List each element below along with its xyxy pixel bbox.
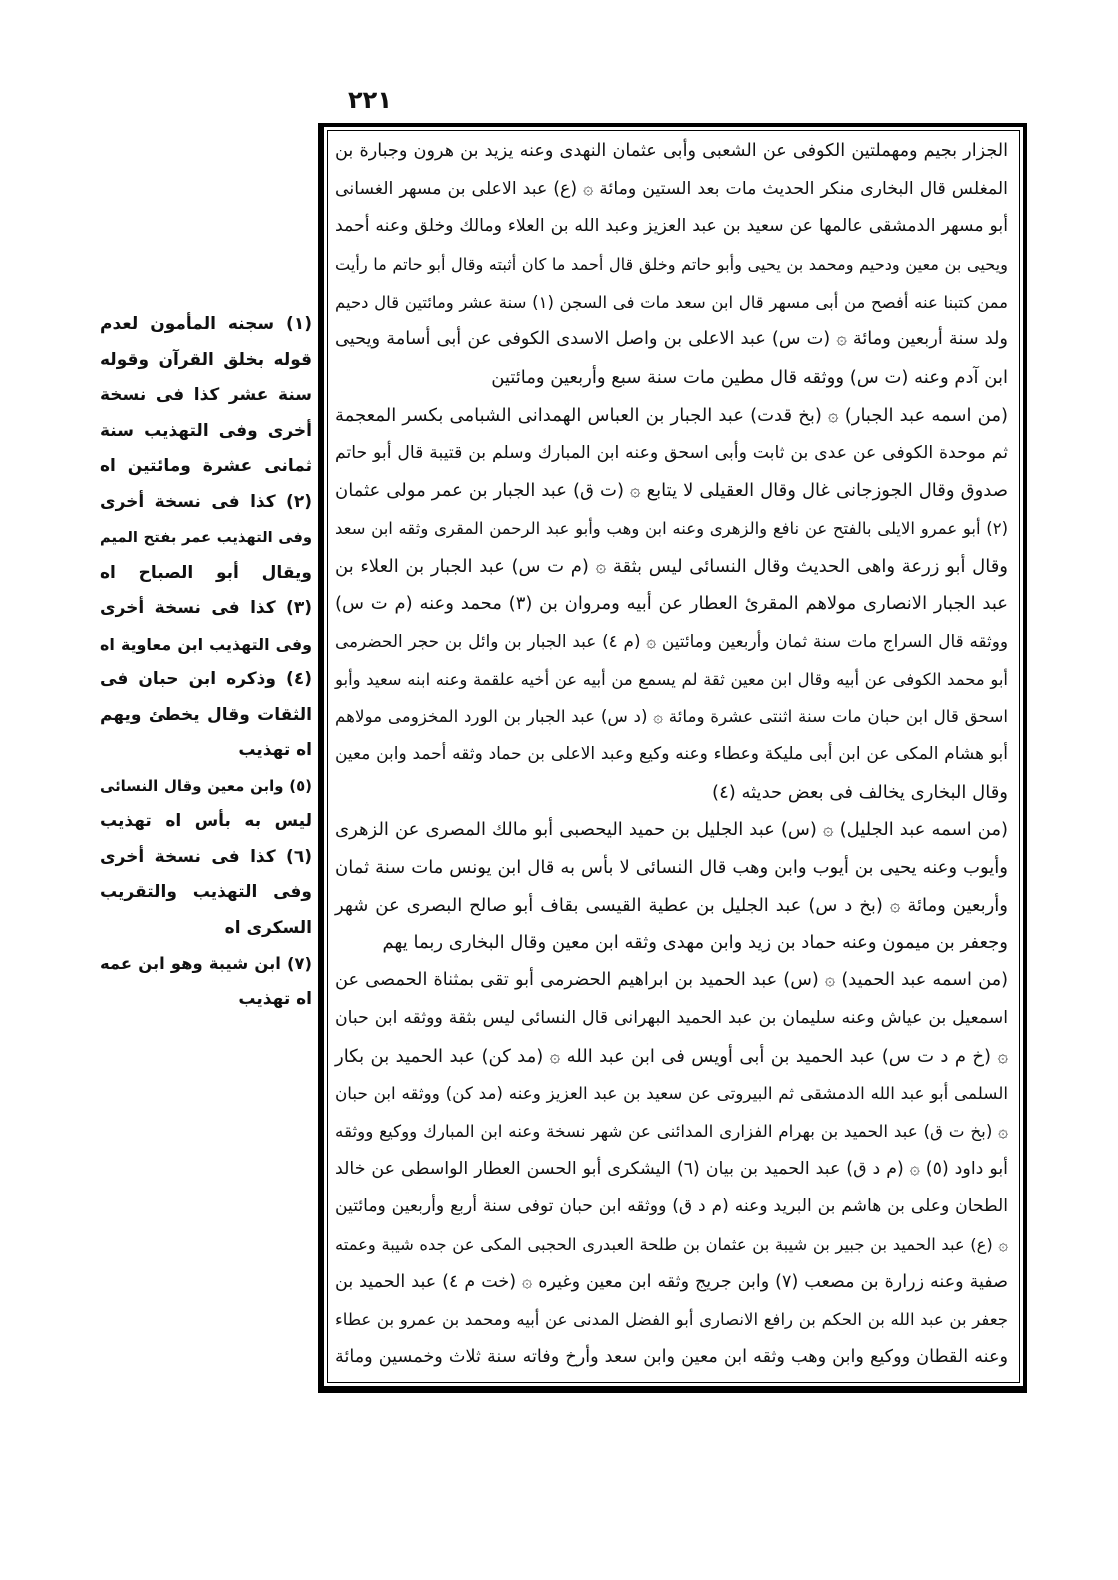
text-line: (٢) أبو عمرو الايلى بالفتح عن نافع والزهرى وعنه ابن وهب وأبو عبد الرحمن المقرى وثقه ابن سعد: [335, 518, 1008, 538]
footnote-line: ويقال أبو الصباح اه: [100, 562, 312, 583]
footnote-line: (٦) كذا فى نسخة أخرى: [100, 846, 312, 867]
footnote-line: ليس به بأس اه تهذيب: [100, 811, 312, 831]
footnote-line: (٥) وابن معين وقال النسائى: [100, 776, 312, 795]
text-line: المغلس قال البخارى منكر الحديث مات بعد الستين ومائة ۞ (ع) عبد الاعلى بن مسهر الغسانى: [335, 178, 1008, 199]
text-line: وقال أبو زرعة واهى الحديث وقال النسائى ليس بثقة ۞ (م ت س) عبد الجبار بن العلاء بن: [335, 555, 1008, 577]
text-line: عبد الجبار الانصارى مولاهم المقرئ العطار عن أبيه ومروان بن (٣) محمد وعنه (م ت س): [335, 593, 1008, 615]
footnote-line: السكرى اه: [224, 917, 312, 938]
text-line: وأيوب وعنه يحيى بن أيوب وابن وهب قال النسائى لا بأس به قال ابن يونس مات سنة ثمان: [335, 857, 1008, 879]
footnote-line: (٤) وذكره ابن حبان فى: [100, 669, 312, 689]
text-line: اسحق قال ابن حبان مات سنة اثنتى عشرة ومائة ۞ (د س) عبد الجبار بن الورد المخزومى مولاهم: [335, 706, 1008, 727]
text-line: ۞ (بخ ت ق) عبد الحميد بن بهرام الفزارى المدائنى عن شهر نسخة وعنه ابن المبارك ووكيع ووثقه: [335, 1120, 1008, 1141]
footnote-line: وفى التهذيب والتقريب: [100, 882, 312, 902]
footnote-line: اه تهذيب: [238, 988, 312, 1009]
footnotes-column: [100, 307, 312, 1017]
footnote-line: الثقات وقال يخطئ ويهم: [100, 704, 312, 725]
text-line: وجعفر بن ميمون وعنه حماد بن زيد وابن مهدى وثقه ابن معين وقال البخارى ربما يهم: [382, 932, 1008, 954]
footnote-line: (٣) كذا فى نسخة أخرى: [100, 598, 312, 618]
text-line: صفية وعنه زرارة بن مصعب (٧) وابن جريج وثقه ابن معين وغيره ۞ (خت م ٤) عبد الحميد بن: [334, 1271, 1008, 1292]
footnote-line: ثمانى عشرة ومائتين اه: [100, 456, 312, 476]
text-line: ووثقه قال السراج مات سنة ثمان وأربعين ومائتين ۞ (م ٤) عبد الجبار بن وائل بن حجر الحضرمى: [335, 630, 1008, 651]
text-line: (من اسمه عبد الحميد) ۞ (س) عبد الحميد بن ابراهيم الحضرمى أبو تقى بمثناة الحمصى عن: [335, 970, 1008, 991]
footnote-line: أخرى وفى التهذيب سنة: [100, 420, 312, 441]
footnote-line: (١) سجنه المأمون لعدم: [100, 314, 312, 334]
text-line: الجزار بجيم ومهملتين الكوفى عن الشعبى وأبى عثمان النهدى وعنه يزيد بن هرون وجبارة بن: [335, 141, 1008, 161]
text-line: جعفر بن عبد الله بن الحكم بن رافع الانصارى أبو الفضل المدنى عن أبيه ومحمد بن عمرو بن عطاء: [335, 1310, 1008, 1330]
text-line: اسمعيل بن عياش وعنه سليمان بن عبد الحميد البهرانى قال النسائى ليس بثقة ووثقه ابن حبان: [335, 1007, 1008, 1028]
text-line: ممن كتبنا عنه أفصح من أبى مسهر قال ابن سعد مات فى السجن (١) سنة عشر ومائتين قال دحيم: [334, 292, 1008, 312]
text-line: وقال البخارى يخالف فى بعض حديثه (٤): [712, 781, 1008, 803]
text-line: أبو محمد الكوفى عن أبيه وقال ابن معين ثقة لم يسمع من أبيه عن أخيه علقمة وعنه ابنه سعيد وأبو: [335, 669, 1008, 689]
text-line: ابن آدم وعنه (ت س) ووثقه قال مطين مات سنة سبع وأربعين ومائتين: [491, 367, 1008, 389]
page-number: ٢٢١: [348, 86, 392, 114]
text-line: ولد سنة أربعين ومائة ۞ (ت س) عبد الاعلى بن واصل الاسدى الكوفى عن أبى أسامة ويحيى: [335, 329, 1008, 350]
footnote-line: (٢) كذا فى نسخة أخرى: [100, 491, 312, 512]
text-line: وعنه القطان ووكيع وابن وهب وثقه ابن معين وابن سعد وأرخ وفاته سنة ثلاث وخمسين ومائة: [335, 1347, 1008, 1367]
footnote-line: وفى التهذيب عمر بفتح الميم: [100, 529, 312, 546]
text-line: ۞ (ع) عبد الحميد بن جبير بن شيبة بن عثمان بن طلحة العبدرى الحجبى المكى عن جده شيبة وعمته: [335, 1234, 1008, 1254]
text-line: (من اسمه عبد الجبار) ۞ (بخ قدت) عبد الجبار بن العباس الهمدانى الشبامى بكسر المعجمة: [335, 404, 1008, 426]
text-line: أبو مسهر الدمشقى عالمها عن سعيد بن عبد العزيز وعبد الله بن العلاء ومالك وخلق وعنه أحمد: [335, 216, 1008, 237]
footnote-line: وفى التهذيب ابن معاوية اه: [100, 634, 312, 654]
footnote-line: (٧) ابن شيبة وهو ابن عمه: [100, 954, 312, 973]
text-line: أبو هشام المكى عن ابن أبى مليكة وعطاء وعنه وكيع وعبد الاعلى بن حماد وثقه أحمد وابن معين: [335, 744, 1008, 764]
text-line: ۞ (خ م د ت س) عبد الحميد بن أبى أويس فى ابن عبد الله ۞ (مد كن) عبد الحميد بن بكار: [335, 1045, 1008, 1067]
main-text: [335, 133, 1008, 1377]
text-line: أبو داود (٥) ۞ (م د ق) عبد الحميد بن بيان (٦) اليشكرى أبو الحسن العطار الواسطى عن خالد: [335, 1158, 1008, 1179]
text-line: وأربعين ومائة ۞ (بخ د س) عبد الجليل بن عطية القيسى بقاف أبو صالح البصرى عن شهر: [335, 894, 1008, 916]
footnote-line: سنة عشر كذا فى نسخة: [100, 385, 312, 405]
text-line: الطحان وعلى بن هاشم بن البريد وعنه (م د ق) ووثقه ابن حبان توفى سنة أربع وأربعين ومائتين: [335, 1196, 1008, 1217]
footnote-line: قوله بخلق القرآن وقوله: [100, 349, 312, 370]
text-line: ويحيى بن معين ودحيم ومحمد بن يحيى وأبو حاتم وخلق قال أحمد ما كان أثبته وقال أبو حاتم ما رأيت: [335, 255, 1008, 275]
text-line: (من اسمه عبد الجليل) ۞ (س) عبد الجليل بن حميد اليحصبى أبو مالك المصرى عن الزهرى: [335, 819, 1008, 841]
text-line: ثم موحدة الكوفى عن عدى بن ثابت وأبى اسحق وعنه ابن المبارك وسلم بن قتيبة قال أبو حاتم: [335, 442, 1008, 463]
text-line: السلمى أبو عبد الله الدمشقى ثم البيروتى عن سعيد بن عبد العزيز وعنه (مد كن) ووثقه ابن حبان: [335, 1083, 1008, 1104]
text-line: صدوق وقال الجوزجانى غال وقال العقيلى لا يتابع ۞ (ت ق) عبد الجبار بن عمر مولى عثمان: [335, 480, 1008, 502]
footnote-line: اه تهذيب: [238, 740, 312, 760]
